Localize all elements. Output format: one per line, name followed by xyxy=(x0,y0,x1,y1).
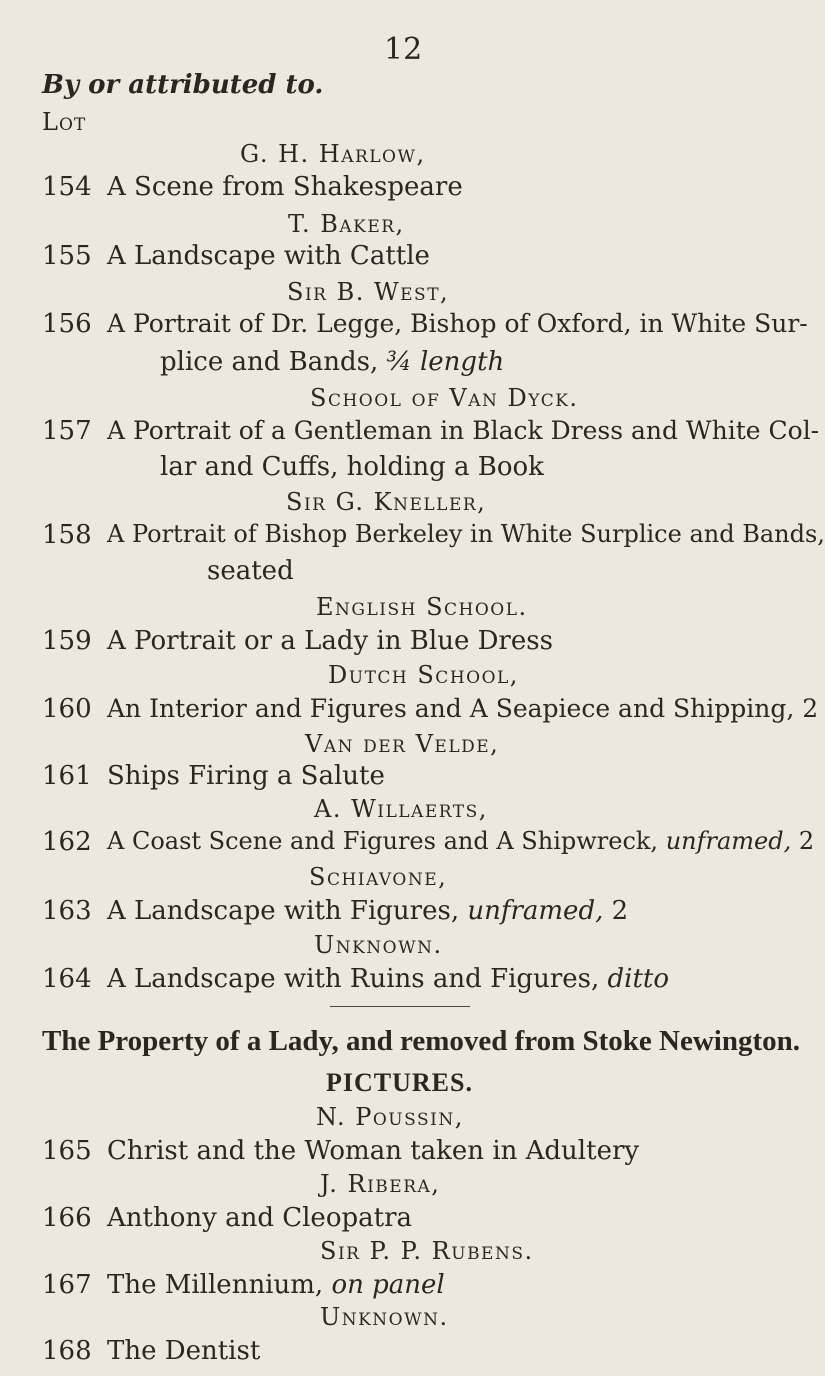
lot-title-note: ditto xyxy=(607,964,670,994)
section-divider xyxy=(330,1006,470,1007)
lot-title: A Scene from Shakespeare xyxy=(107,172,463,202)
lot-title: A Portrait or a Lady in Blue Dress xyxy=(107,626,553,656)
lot-title-continued: seated xyxy=(207,556,294,586)
lot-number: 162 xyxy=(42,827,92,857)
artist-name: English School. xyxy=(316,593,528,621)
artist-name: Unknown. xyxy=(320,1303,449,1331)
lot-title: A Portrait of a Gentleman in Black Dress and White Col- xyxy=(107,416,820,445)
lot-title-quantity: 2 xyxy=(611,896,629,926)
lot-title xyxy=(107,896,628,926)
artist-name: A. Willaerts, xyxy=(314,795,488,823)
artist-name: Van der Velde, xyxy=(305,730,500,758)
lot-title-continued-text: plice and Bands, xyxy=(160,347,379,377)
lot-title-continued xyxy=(160,347,504,377)
lot-title: Anthony and Cleopatra xyxy=(107,1203,412,1233)
lot-title-text: A Landscape with Ruins and Figures, xyxy=(107,964,600,994)
lot-number: 158 xyxy=(42,520,92,550)
lot-title xyxy=(107,1270,445,1300)
artist-name: Sir G. Kneller, xyxy=(286,488,487,516)
lot-title-text: A Landscape with Figures, xyxy=(107,896,460,926)
lot-title-quantity: 2 xyxy=(798,827,815,855)
lot-number: 161 xyxy=(42,761,92,791)
artist-name: Sir B. West, xyxy=(287,278,450,306)
artist-name: T. Baker, xyxy=(288,210,405,238)
artist-name: G. H. Harlow, xyxy=(240,140,426,168)
lot-number: 168 xyxy=(42,1336,92,1366)
lot-number: 165 xyxy=(42,1136,92,1166)
lot-number: 155 xyxy=(42,241,92,271)
lot-title: A Landscape with Cattle xyxy=(107,241,430,271)
lot-number: 159 xyxy=(42,626,92,656)
lot-title-continued: lar and Cuffs, holding a Book xyxy=(160,452,544,482)
artist-name: Unknown. xyxy=(314,931,443,959)
artist-name: J. Ribera, xyxy=(320,1170,441,1198)
byline: By or attributed to. xyxy=(42,70,324,100)
lot-title: A Portrait of Dr. Legge, Bishop of Oxford, in White Sur- xyxy=(107,309,808,338)
lot-title-text: The Millennium, xyxy=(107,1270,324,1300)
lot-title: Ships Firing a Salute xyxy=(107,761,385,791)
artist-name: School of Van Dyck. xyxy=(310,384,579,412)
lot-number: 164 xyxy=(42,964,92,994)
artist-name: Dutch School, xyxy=(328,661,519,689)
lot-title: The Dentist xyxy=(107,1336,261,1366)
section-heading: The Property of a Lady, and removed from Stoke Newington. xyxy=(42,1025,801,1057)
lot-title: A Portrait of Bishop Berkeley in White Surplice and Bands, xyxy=(107,520,825,548)
lot-number: 156 xyxy=(42,309,92,339)
artist-name: N. Poussin, xyxy=(316,1103,464,1131)
lot-number: 166 xyxy=(42,1203,92,1233)
lot-title-text: A Coast Scene and Figures and A Shipwreck, xyxy=(107,827,659,855)
lot-title-note: unframed, xyxy=(665,827,792,855)
lot-number: 154 xyxy=(42,172,92,202)
lot-number: 157 xyxy=(42,416,92,446)
artist-name: Sir P. P. Rubens. xyxy=(320,1237,534,1265)
lot-title: Christ and the Woman taken in Adultery xyxy=(107,1136,640,1166)
lot-title xyxy=(107,964,669,994)
lot-title-note: ¾ length xyxy=(386,347,505,377)
lot-column-header: Lot xyxy=(42,108,87,136)
lot-title xyxy=(107,827,814,855)
lot-title: An Interior and Figures and A Seapiece and Shipping, 2 xyxy=(107,694,819,723)
page-number: 12 xyxy=(384,32,423,67)
lot-title-note: unframed, xyxy=(467,896,604,926)
lot-number: 167 xyxy=(42,1270,92,1300)
section-subheading: PICTURES. xyxy=(326,1068,473,1097)
artist-name: Schiavone, xyxy=(309,863,448,891)
lot-title-note: on panel xyxy=(331,1270,445,1300)
lot-number: 163 xyxy=(42,896,92,926)
lot-number: 160 xyxy=(42,694,92,724)
